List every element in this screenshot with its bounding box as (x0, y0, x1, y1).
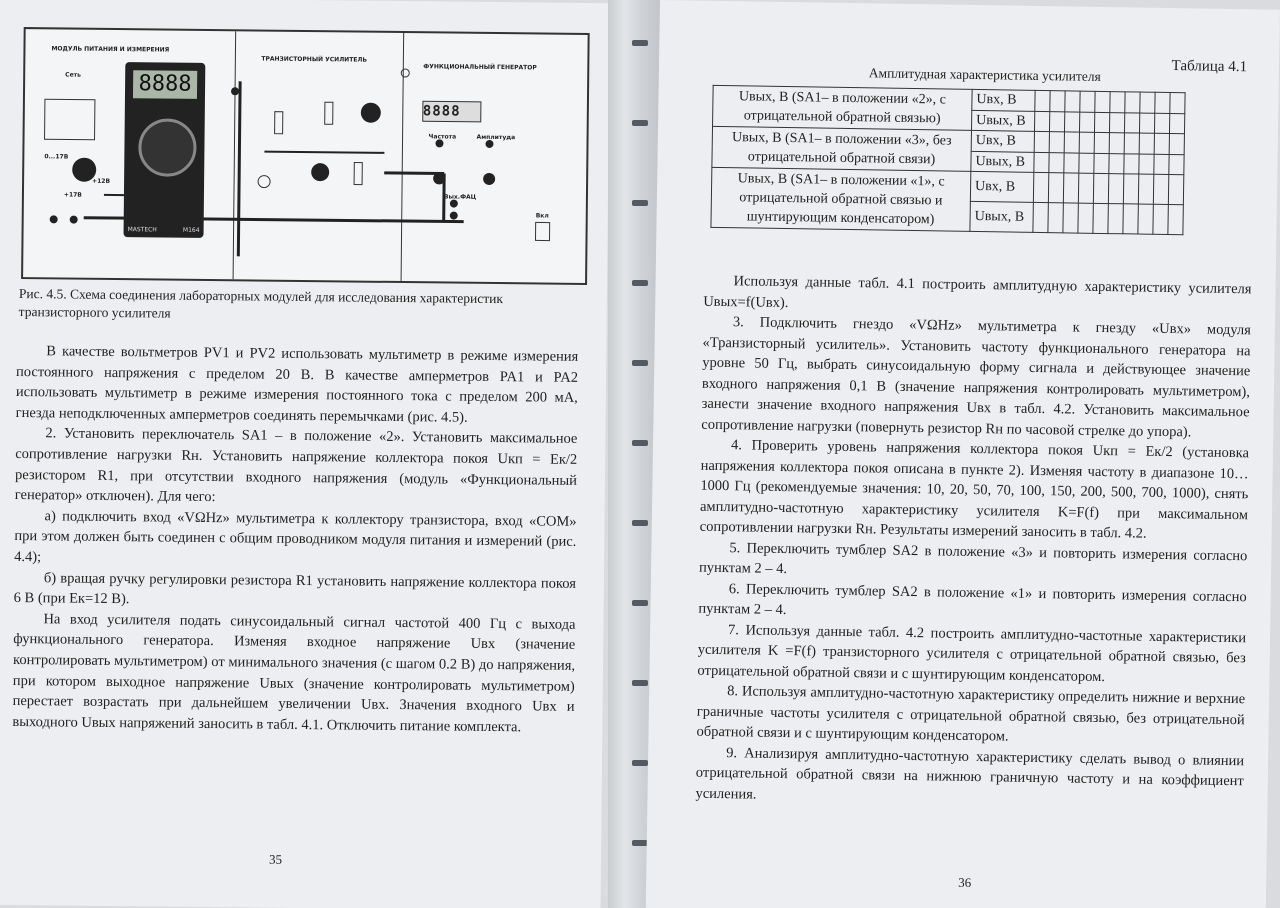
label-amplitude: Амплитуда (476, 133, 516, 142)
table-row-description: Uвых, В (SA1– в положении «1», с отрицательной обратной связью и шунтирующим конденсатором) (711, 167, 971, 231)
figure-caption: Рис. 4.5. Схема соединения лабораторных модулей для исследования характеристик транзисторного усилителя (18, 286, 504, 321)
amplitude-table (710, 85, 1185, 235)
multimeter-display: 8888 (133, 70, 197, 99)
table-title: Амплитудная характеристика усилителя (868, 65, 1101, 84)
generator-display: 8888 (422, 103, 461, 120)
binding-ring (632, 120, 648, 126)
param-cell: Uвх, В (971, 130, 1034, 151)
paragraph: На вход усилителя подать синусоидальный сигнал частотой 400 Гц с выхода функционального генератора. Изменяя входное напряжение Uвх (значение контролировать мультиметром) от минимального значения (с шагом 0.2 В) до напряжения, при котором выходное напряжение Uвых (значение контролировать мультиметром) перестает возрастать при дальнейшем увеличении Uвх. Значения входного Uвх и выходного Uвых напряжений заносить в табл. 4.1. Отключить питание комплекта. (12, 611, 576, 735)
paragraph: В качестве вольтметров PV1 и PV2 использовать мультиметр в режиме измерения постоянного напряжения с пределом 20 В. В качестве амперметров PA1 и PA2 использовать мультиметр в режиме измерения постоянного тока с пределом 200 мА, гнезда неподключенных амперметров соединять перемычками (рис. 4.5). (15, 343, 579, 426)
right-page (646, 0, 1280, 908)
paragraph: 6. Переключить тумблер SA2 в положение «1» и повторить измерения согласно пунктам 2 – 4. (698, 580, 1247, 619)
multimeter (124, 62, 206, 238)
dial-icon (138, 118, 197, 177)
label-on: Вкл (535, 212, 549, 220)
binding-ring (632, 840, 648, 846)
paragraph: 9. Анализируя амплитудно-частотную характеристику сделать вывод о влиянии отрицательной обратной связи на нижнюю граничную частоту и на коэффициент усиления. (695, 744, 1245, 803)
label-output: Вых.ФАЦ (443, 193, 477, 201)
paragraph: Используя данные табл. 4.1 построить амплитудную характеристику усилителя Uвых=f(Uвх). (703, 273, 1252, 311)
paragraph: 7. Используя данные табл. 4.2 построить амплитудно-частотные характеристики усилителя K =F(f) транзисторного усилителя с отрицательной обратной связью, без отрицательной обратной связи и с шунтирующим конденсатором. (697, 621, 1247, 685)
param-cell: Uвых, В (971, 151, 1034, 172)
page-number-right: 36 (958, 874, 972, 890)
label-17v: +17В (63, 191, 82, 199)
param-cell: Uвх, В (972, 89, 1035, 110)
binding-ring (632, 760, 648, 766)
module-label-amplifier: ТРАНЗИСТОРНЫЙ УСИЛИТЕЛЬ (261, 55, 368, 64)
multimeter-model: M164 (182, 226, 200, 234)
multimeter-brand: MASTECH (127, 226, 157, 234)
label-12v: +12В (92, 177, 111, 185)
binding-ring (632, 280, 648, 286)
label-network: Сеть (65, 71, 81, 79)
param-cell: Uвых, В (971, 110, 1034, 131)
binding-ring (632, 520, 648, 526)
left-body-text (12, 341, 578, 738)
paragraph: 2. Установить переключатель SA1 – в положение «2». Установить максимальное сопротивление нагрузки Rн. Установить напряжение коллектора покоя Uкп = Eк/2 резистором R1, при отсутствии входного напряжения (модуль «Функциональный генератор» отключен). Для чего: (14, 425, 578, 506)
label-voltage-range: 0...17В (44, 153, 69, 161)
table-row-description: Uвых, В (SA1– в положении «2», с отрицательной обратной связью) (713, 85, 973, 130)
label-frequency: Частота (428, 133, 457, 141)
binding-ring (632, 680, 648, 686)
paragraph: 8. Используя амплитудно-частотную характеристику определить нижние и верхние граничные частоты усилителя с отрицательной обратной связью, без отрицательной обратной связи и с шунтирующим конденсатором. (696, 683, 1246, 745)
binding-ring (632, 440, 648, 446)
table-number: Таблица 4.1 (1171, 58, 1248, 76)
module-label-generator: ФУНКЦИОНАЛЬНЫЙ ГЕНЕРАТОР (423, 63, 537, 72)
param-cell: Uвых, В (970, 201, 1033, 232)
table-row-description: Uвых, В (SA1– в положении «3», без отрицательной обратной связи) (712, 126, 972, 171)
binding-ring (632, 600, 648, 606)
paragraph: 4. Проверить уровень напряжения коллектора покоя Uкп = Eк/2 (установка напряжения коллектора покоя описана в пункте 2). Изменяя частоту в диапазоне 10…1000 Гц (рекомендуемые значения: 10, 20, 50, 70, 100, 150, 200, 500, 700, 1000), снять амплитудно-частотную характеристику усилителя K=F(f) при максимальном сопротивлении нагрузки Rн. Результаты измерений заносить в табл. 4.2. (699, 437, 1250, 542)
binding-ring (632, 40, 648, 46)
paragraph: 5. Переключить тумблер SA2 в положение «3» и повторить измерения согласно пунктам 2 – 4. (698, 539, 1248, 578)
module-label-power: МОДУЛЬ ПИТАНИЯ И ИЗМЕРЕНИЯ (51, 45, 170, 54)
binding-ring (632, 360, 648, 366)
table-row (713, 85, 1185, 113)
param-cell: Uвх, В (970, 171, 1033, 202)
page-number-left: 35 (268, 851, 283, 867)
circuit-figure (21, 27, 590, 285)
binding-ring (632, 200, 648, 206)
paragraph: б) вращая ручку регулировки резистора R1 установить напряжение коллектора покоя 6 В (при Eк=12 В). (13, 569, 576, 608)
paragraph: 3. Подключить гнездо «VΩHz» мультиметра к гнезду «Uвх» модуля «Транзисторный усилитель». Установить частоту функционального генератора на уровне 50 Гц, выбрать синусоидальную форму сигнала и действующее значение входного напряжения 0,1 В (значение напряжения контролировать мультиметром), занести значение входного напряжения Uвх в табл. 4.2. Установить максимальное сопротивление нагрузки (повернуть резистор Rн по часовой стрелке до упора). (701, 314, 1252, 440)
left-page (0, 0, 610, 908)
paragraph: а) подключить вход «VΩHz» мультиметра к коллектору транзистора, вход «COM» при этом должен быть соединен с общим проводником модуля питания и измерений (рис. 4.4); (14, 508, 577, 566)
table-row (711, 167, 1183, 204)
right-body-text (695, 271, 1251, 813)
